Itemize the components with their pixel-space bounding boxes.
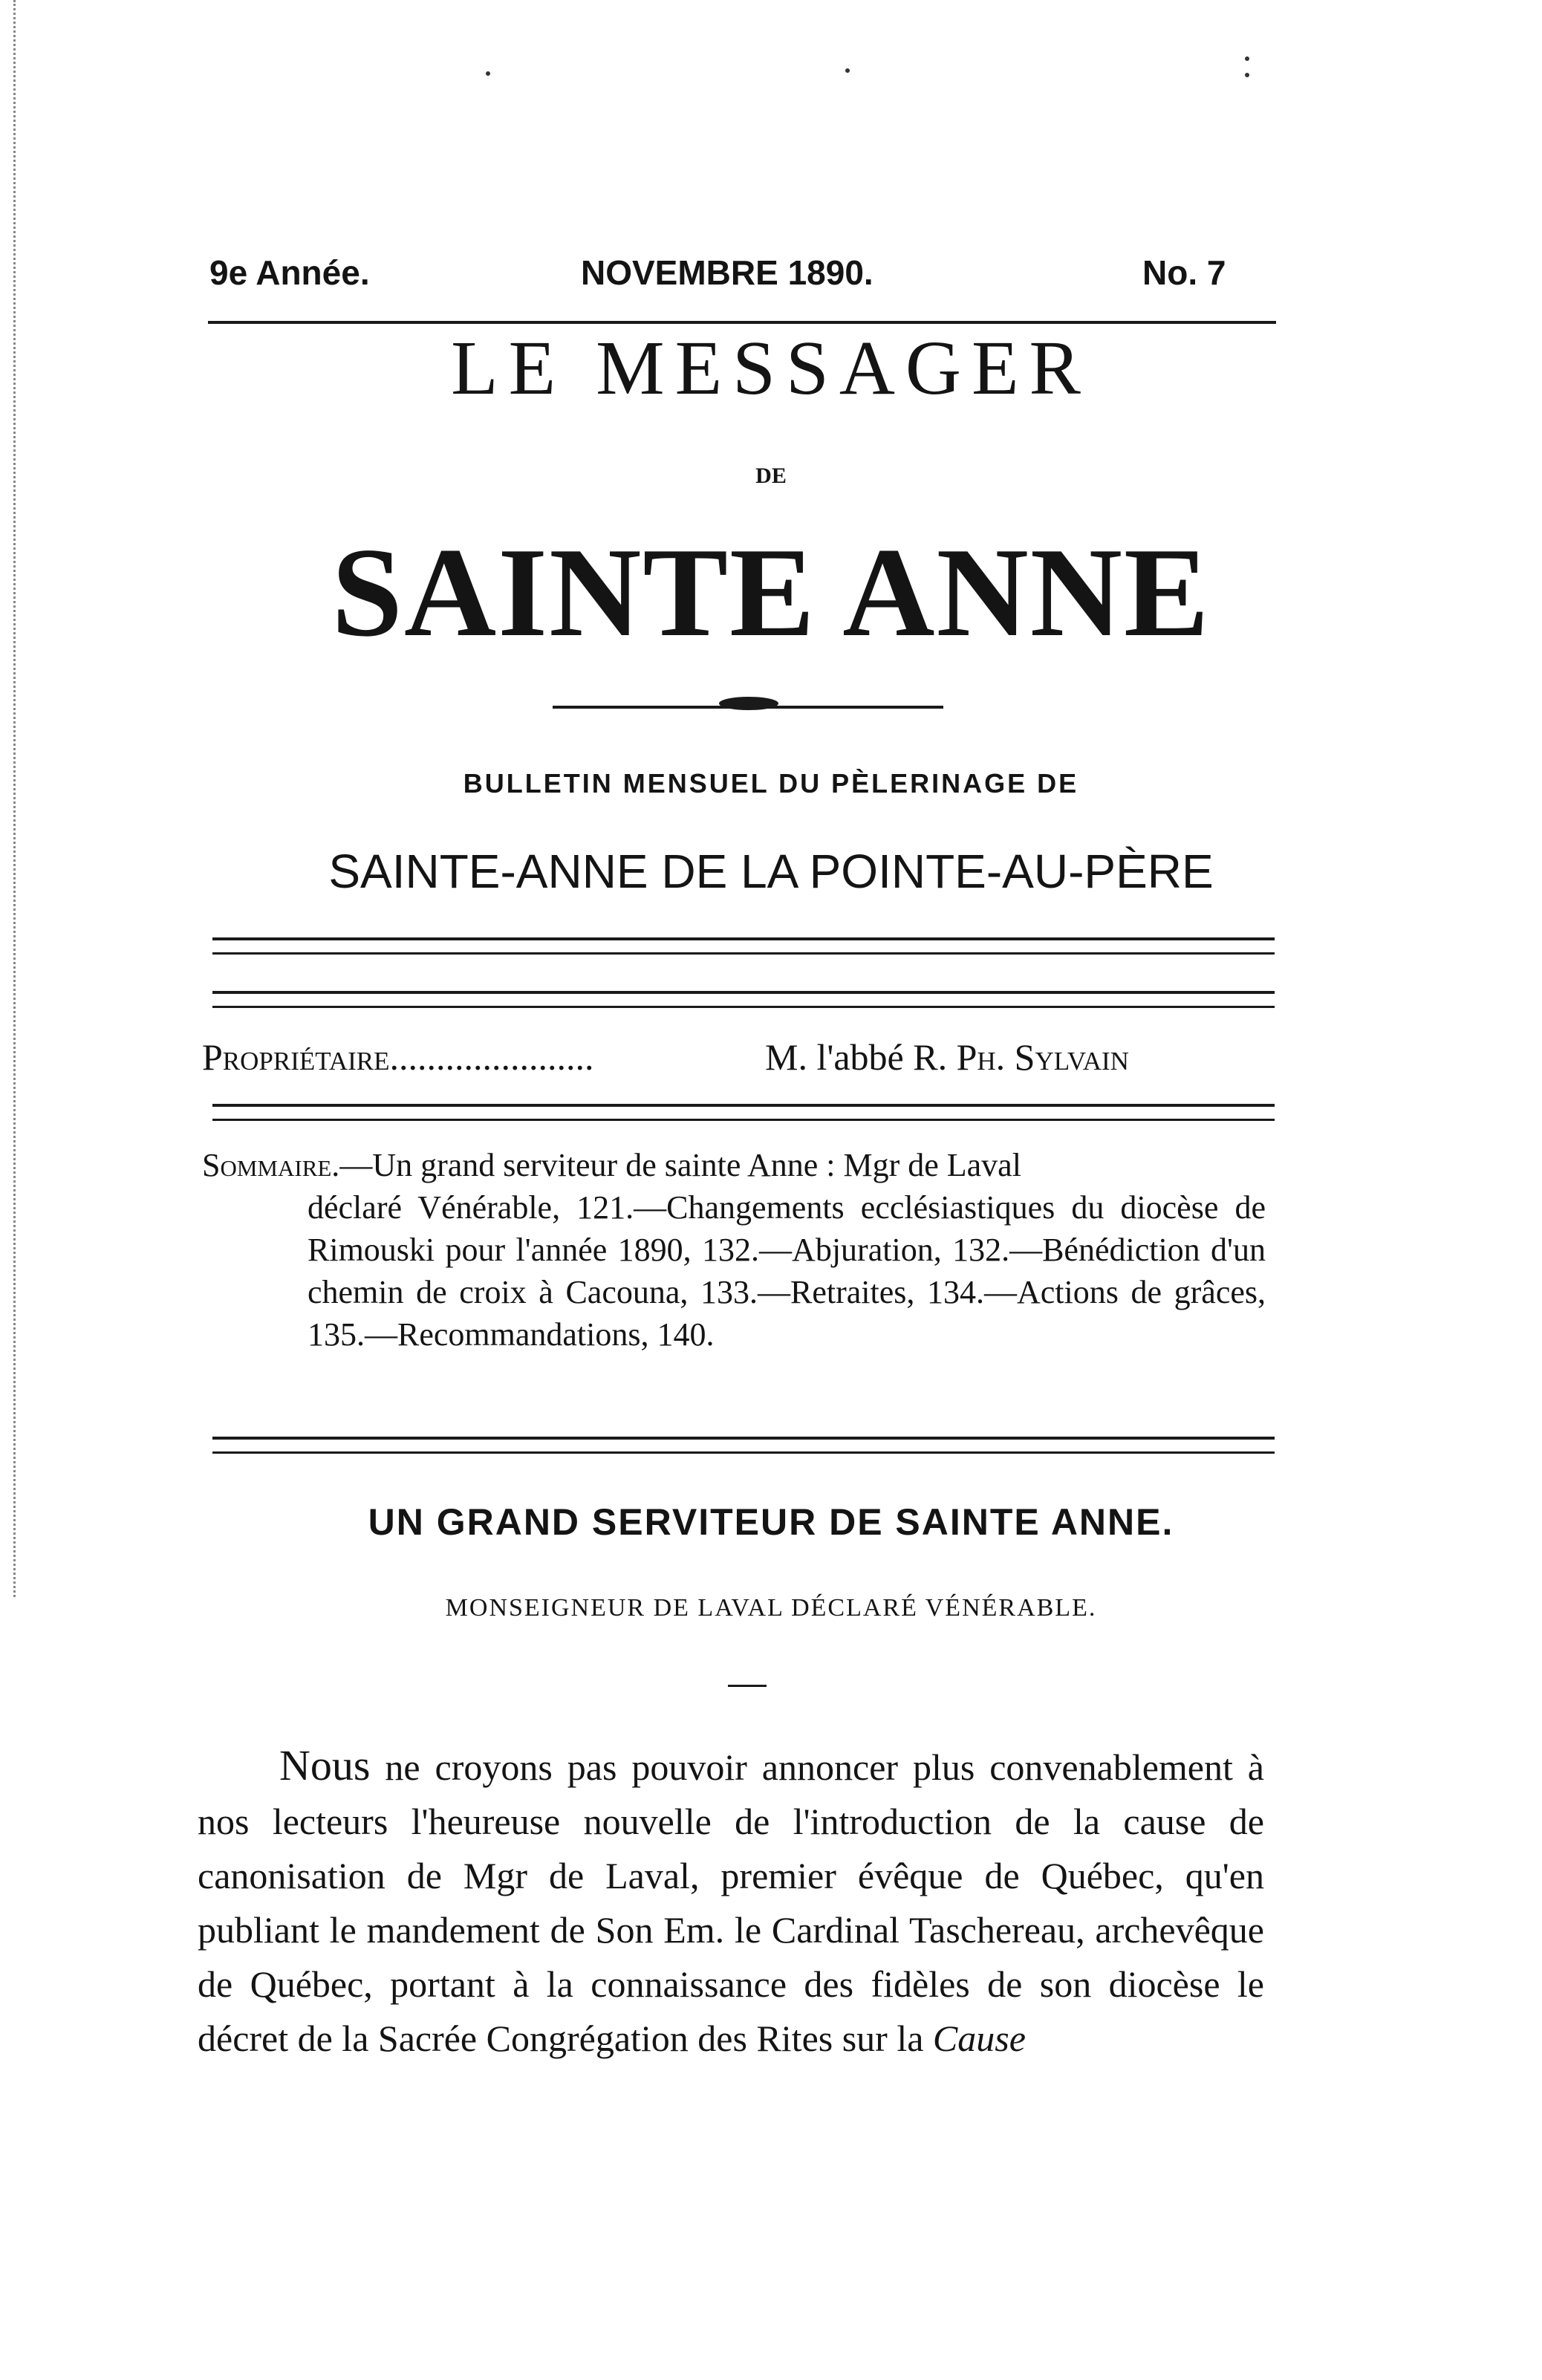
separator-rule [212,1006,1275,1008]
separator-rule [212,1437,1275,1440]
masthead-date: NOVEMBRE 1890. [581,253,874,292]
print-speck [1245,56,1249,61]
article-body-italic: Cause [932,2018,1026,2059]
article-body-text: ne croyons pas pouvoir annoncer plus convenablement à nos lecteurs l'heureuse nouvelle de l'introduction de la cause de canonisation de Mgr de Laval, premier évêque de Québec, qu'en publiant le mandement de Son Em. le Cardinal Taschereau, archevêque de Québec, portant à la connaissance des fidèles de son diocèse le décret de la Sacrée Congrégation des Rites sur la [198,1746,1264,2059]
separator-rule [212,952,1275,955]
proprietor-name-line [765,1035,1129,1079]
article-first-word: Nous [279,1741,371,1789]
proprietor-prefix: M. l'abbé [765,1036,904,1078]
separator-rule [212,1119,1275,1121]
separator-rule [212,937,1275,940]
separator-rule [212,991,1275,994]
proprietor-label: Propriétaire [202,1036,390,1078]
proprietor-line [202,1035,594,1079]
title-line1: LE MESSAGER [451,325,1091,411]
article-title: UN GRAND SERVITEUR DE SAINTE ANNE. [368,1501,1174,1543]
print-speck [486,71,490,76]
proprietor-leader: ...................... [389,1036,594,1078]
bulletin-subtitle: BULLETIN MENSUEL DU PÈLERINAGE DE [463,768,1079,799]
article-body [198,1738,1264,2066]
article-subtitle: MONSEIGNEUR DE LAVAL DÉCLARÉ VÉNÉRABLE. [445,1594,1097,1622]
separator-rule [212,1104,1275,1107]
title-line2: SAINTE ANNE [331,522,1211,663]
print-speck [1245,73,1249,77]
masthead-year: 9e Année. [209,253,370,292]
masthead-number: No. 7 [1142,253,1226,292]
sommaire-text-rest: déclaré Vénérable, 121.—Changements ecclésiastiques du diocèse de Rimouski pour l'année 1890, 132.—Abjuration, 132.—Bénédiction d'un chemin de croix à Cacouna, 133.—Retraites, 134.—Actions de grâces, 135.—Recommandations, 140. [308,1189,1266,1353]
ornament-flourish [719,697,778,710]
place-subtitle: SAINTE-ANNE DE LA POINTE-AU-PÈRE [328,845,1214,898]
sommaire-label: Sommaire. [202,1147,340,1183]
print-speck [845,68,850,73]
sommaire-block [202,1144,1266,1356]
separator-rule [212,1451,1275,1454]
title-connector: DE [755,464,787,488]
section-dash [728,1685,767,1687]
proprietor-name: R. Ph. Sylvain [913,1036,1129,1078]
sommaire-text-first: —Un grand serviteur de sainte Anne : Mgr de Laval [339,1147,1021,1183]
